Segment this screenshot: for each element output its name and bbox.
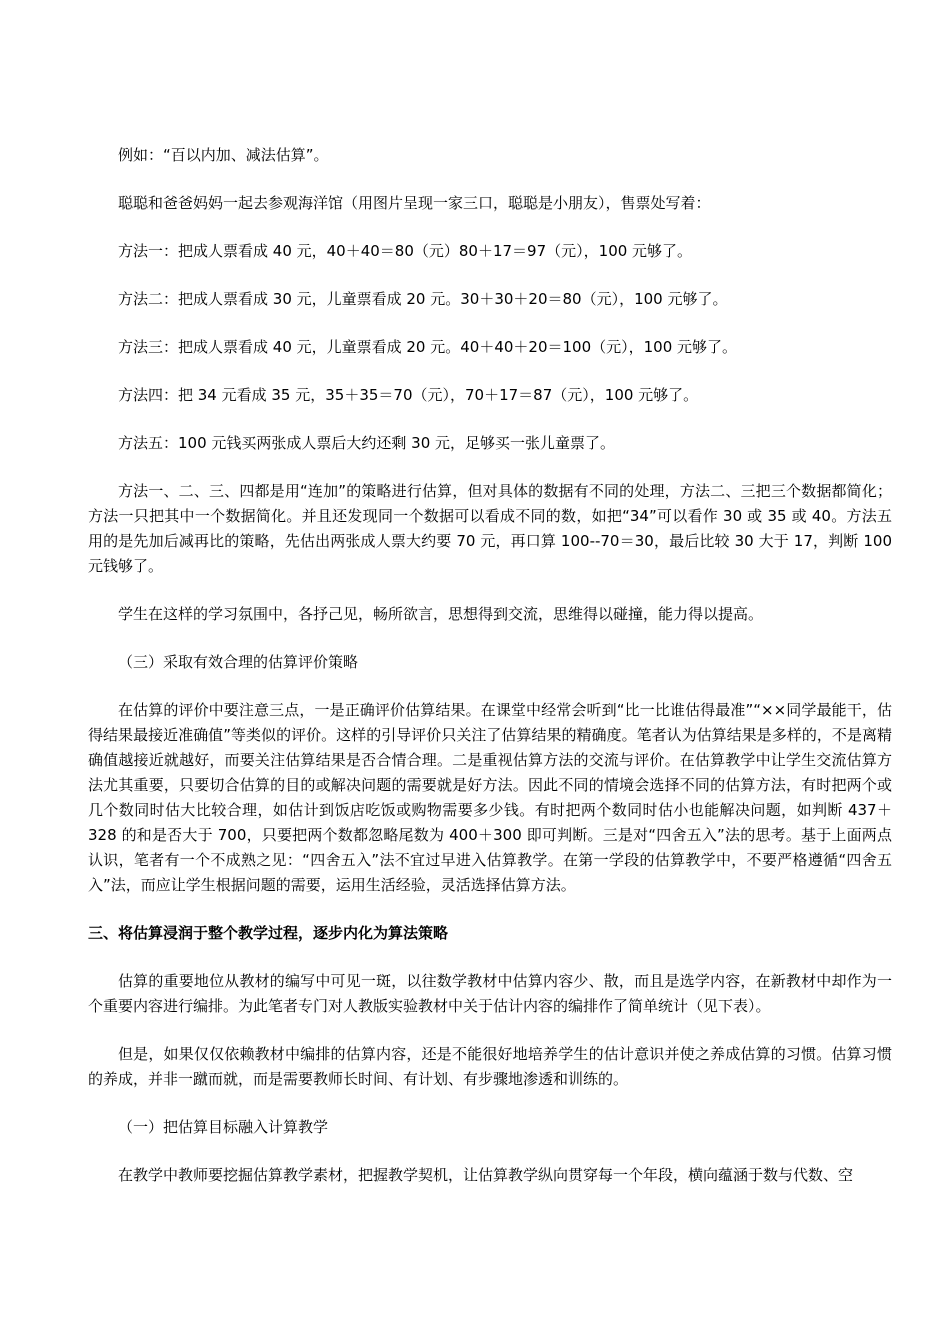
method-1-paragraph: 方法一：把成人票看成 40 元，40＋40＝80（元）80＋17＝97（元），100 元够了。 — [118, 242, 693, 260]
method-3-paragraph: 方法三：把成人票看成 40 元，儿童票看成 20 元。40＋40＋20＝100（元），100 元够了。 — [118, 338, 738, 356]
example-intro-paragraph: 例如：“百以内加、减法估算”。 — [118, 146, 329, 164]
however-paragraph: 但是，如果仅仅依赖教材中编排的估算内容，还是不能很好地培养学生的估计意识并使之养成估算的习惯。估算习惯的养成，并非一蹴而就，而是需要教师长时间、有计划、有步骤地渗透和训练的。 — [88, 1045, 892, 1088]
method-5-paragraph: 方法五：100 元钱买两张成人票后大约还剩 30 元，足够买一张儿童票了。 — [118, 434, 616, 452]
document-page — [88, 143, 892, 1188]
subsection-1-title: （一）把估算目标融入计算教学 — [118, 1118, 329, 1136]
section-3-heading: 三、将估算浸润于整个教学过程，逐步内化为算法策略 — [88, 924, 449, 942]
analysis-paragraph: 方法一、二、三、四都是用“连加”的策略进行估算，但对具体的数据有不同的处理，方法二、三把三个数据都简化；方法一只把其中一个数据简化。并且还发现同一个数据可以看成不同的数，如把“34”可以看作 30 或 35 或 40。方法五用的是先加后减再比的策略，先估出两张成人票大约要 70 元，再口算 100--70＝30，最后比较 30 大于 17，判断 100 元钱够了。 — [88, 482, 892, 575]
evaluation-paragraph: 在估算的评价中要注意三点，一是正确评价估算结果。在课堂中经常会听到“比一比谁估得最准”“××同学最能干，估得结果最接近准确值”等类似的评价。这样的引导评价只关注了估算结果的精确度。笔者认为估算结果是多样的，不是离精确值越接近就越好，而要关注估算结果是否合情合理。二是重视估算方法的交流与评价。在估算教学中让学生交流估算方法尤其重要，只要切合估算的目的或解决问题的需要就是好方法。因此不同的情境会选择不同的估算方法，有时把两个或几个数同时估大比较合理，如估计到饭店吃饭或购物需要多少钱。有时把两个数同时估小也能解决问题，如判断 437＋328 的和是否大于 700，只要把两个数都忽略尾数为 400＋300 即可判断。三是对“四舍五入”法的思考。基于上面两点认识，笔者有一个不成熟之见：“四舍五入”法不宜过早进入估算教学。在第一学段的估算教学中，不要严格遵循“四舍五入”法，而应让学生根据问题的需要，运用生活经验，灵活选择估算方法。 — [88, 701, 892, 894]
importance-paragraph: 估算的重要地位从教材的编写中可见一斑，以往数学教材中估算内容少、散，而且是选学内容，在新教材中却作为一个重要内容进行编排。为此笔者专门对人教版实验教材中关于估计内容的编排作了简单统计（见下表）。 — [88, 972, 892, 1015]
last-paragraph: 在教学中教师要挖掘估算教学素材，把握教学契机，让估算教学纵向贯穿每一个年段，横向蕴涵于数与代数、空 — [118, 1166, 854, 1184]
method-4-paragraph: 方法四：把 34 元看成 35 元，35＋35＝70（元），70＋17＝87（元），100 元够了。 — [118, 386, 699, 404]
atmosphere-paragraph: 学生在这样的学习氛围中，各抒己见，畅所欲言，思想得到交流，思维得以碰撞，能力得以提高。 — [118, 605, 764, 623]
subsection-3-title: （三）采取有效合理的估算评价策略 — [118, 653, 359, 671]
story-paragraph: 聪聪和爸爸妈妈一起去参观海洋馆（用图片呈现一家三口，聪聪是小朋友），售票处写着： — [118, 194, 711, 212]
method-2-paragraph: 方法二：把成人票看成 30 元，儿童票看成 20 元。30＋30＋20＝80（元），100 元够了。 — [118, 290, 728, 308]
